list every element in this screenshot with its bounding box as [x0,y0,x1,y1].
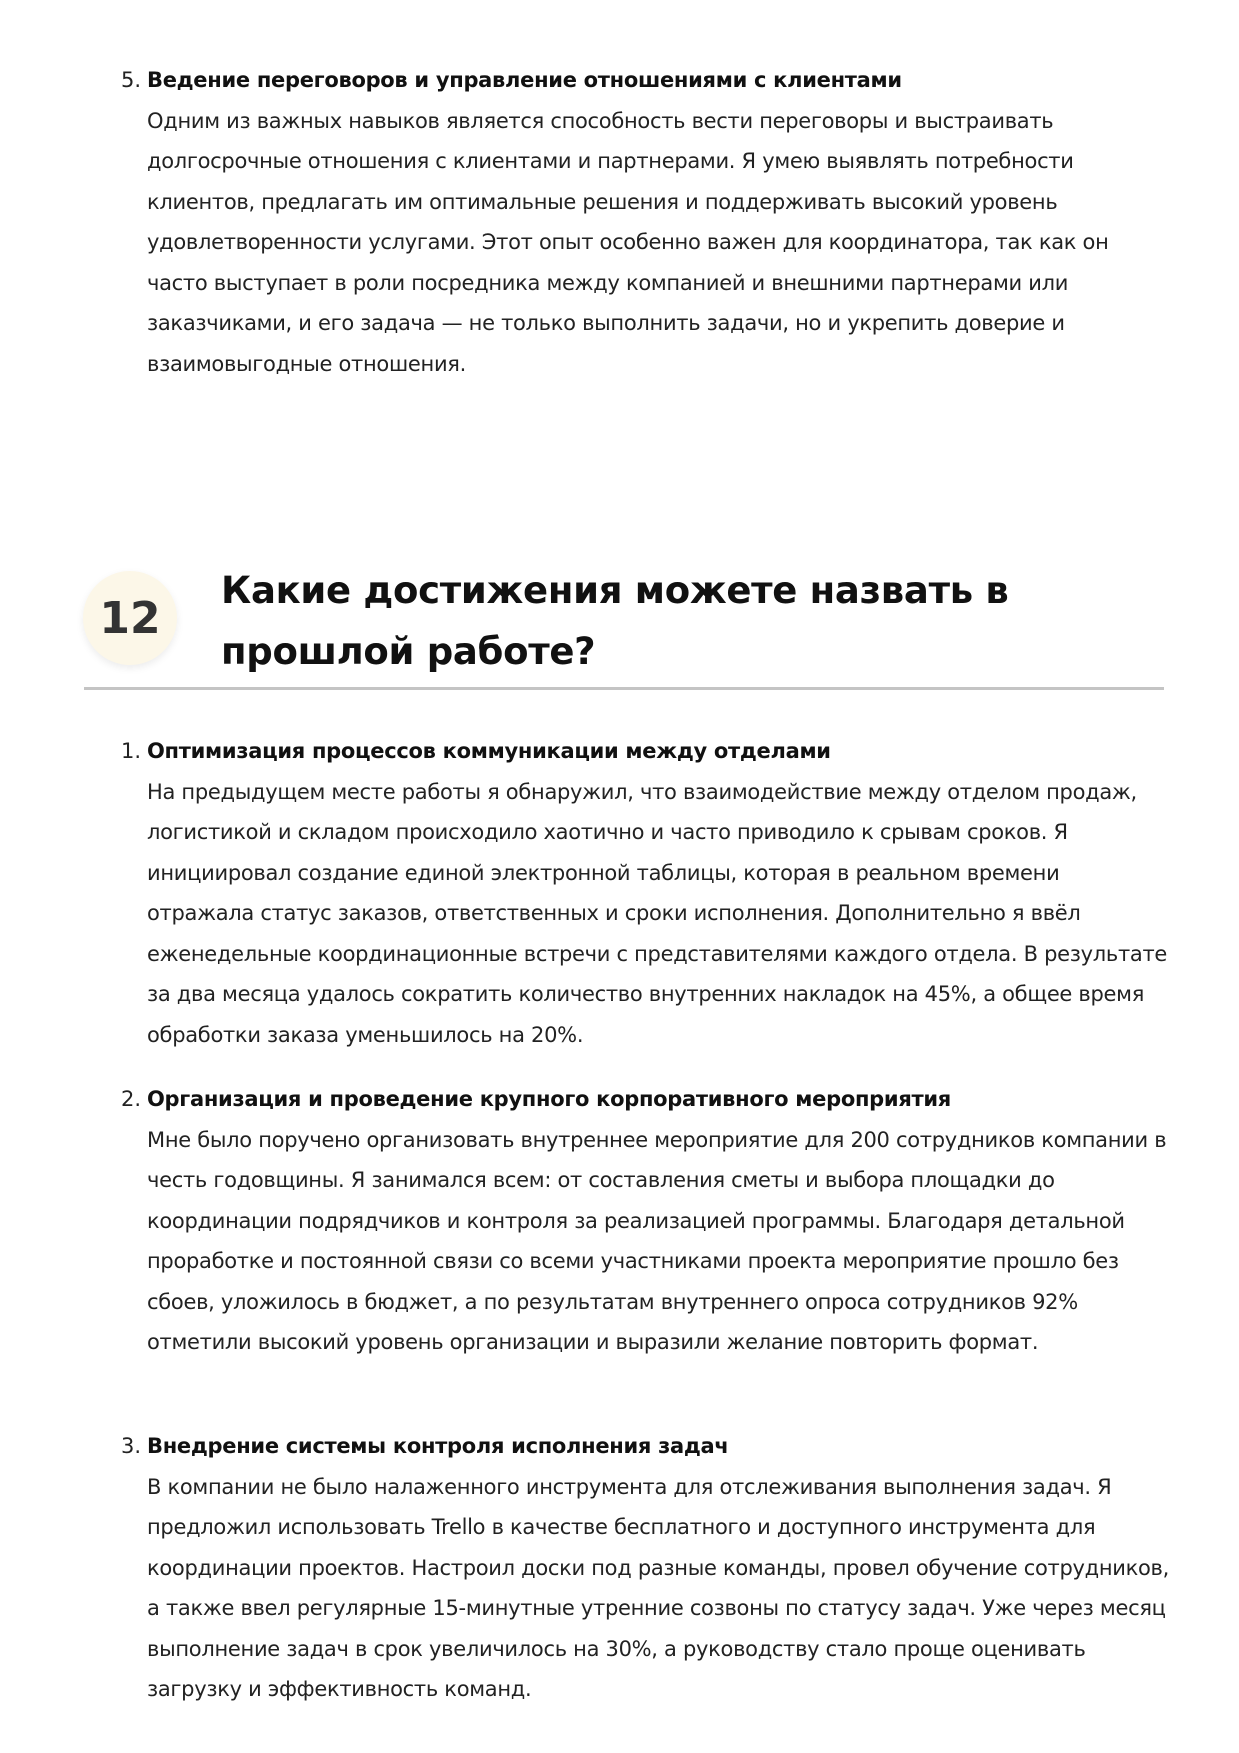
section-number-badge: 12 [83,571,177,665]
item-title: Организация и проведение крупного корпоративного мероприятия [147,1087,951,1111]
list-item [121,1426,1171,1710]
item-body: Мне было поручено организовать внутреннее мероприятие для 200 сотрудников компании в честь годовщины. Я занимался всем: от составления сметы и выбора площадки до координации подрядчиков и контроля за реализацией программы. Благодаря детальной проработке и постоянной связи со всеми участниками проекта мероприятие прошло без сбоев, уложилось в бюджет, а по результатам внутреннего опроса сотрудников 92% отметили высокий уровень организации и выразили желание повторить формат. [147,1127,1167,1354]
item-body: На предыдущем месте работы я обнаружил, что взаимодействие между отделом продаж, логистикой и складом происходило хаотично и часто приводило к срывам сроков. Я инициировал создание единой электронной таблицы, которая в реальном времени отражала статус заказов, ответственных и сроки исполнения. Дополнительно я ввёл еженедельные координационные встречи с представителями каждого отдела. В результате за два месяца удалось сократить количество внутренних накладок на 45%, а общее время обработки заказа уменьшилось на 20%. [147,779,1167,1047]
item-title: Внедрение системы контроля исполнения задач [147,1434,729,1458]
section-title: Какие достижения можете назвать в прошлой работе? [221,569,1009,673]
item-body: В компании не было налаженного инструмента для отслеживания выполнения задач. Я предложил использовать Trello в качестве бесплатного и доступного инструмента для координации проектов. Настроил доски под разные команды, провел обучение сотрудников, а также ввел регулярные 15-минутные утренние созвоны по статусу задач. Уже через месяц выполнение задач в срок увеличилось на 30%, а руководству стало проще оценивать загрузку и эффективность команд. [147,1474,1170,1701]
item-body: Одним из важных навыков является способность вести переговоры и выстраивать долгосрочные отношения с клиентами и партнерами. Я умею выявлять потребности клиентов, предлагать им оптимальные решения и поддерживать высокий уровень удовлетворенности услугами. Этот опыт особенно важен для координатора, так как он часто выступает в роли посредника между компанией и внешними партнерами или заказчиками, и его задача — не только выполнить задачи, но и укрепить доверие и взаимовыгодные отношения. [147,108,1109,376]
list-item [121,1079,1171,1363]
item-number: 2. [121,1087,142,1111]
item-number: 3. [121,1434,142,1458]
item-title: Оптимизация процессов коммуникации между отделами [147,739,831,763]
section-divider [84,687,1164,690]
list-item [121,731,1171,1055]
item-number: 1. [121,739,142,763]
item-number: 5. [121,68,142,92]
item-title: Ведение переговоров и управление отношениями с клиентами [147,68,902,92]
list-item [121,60,1171,384]
